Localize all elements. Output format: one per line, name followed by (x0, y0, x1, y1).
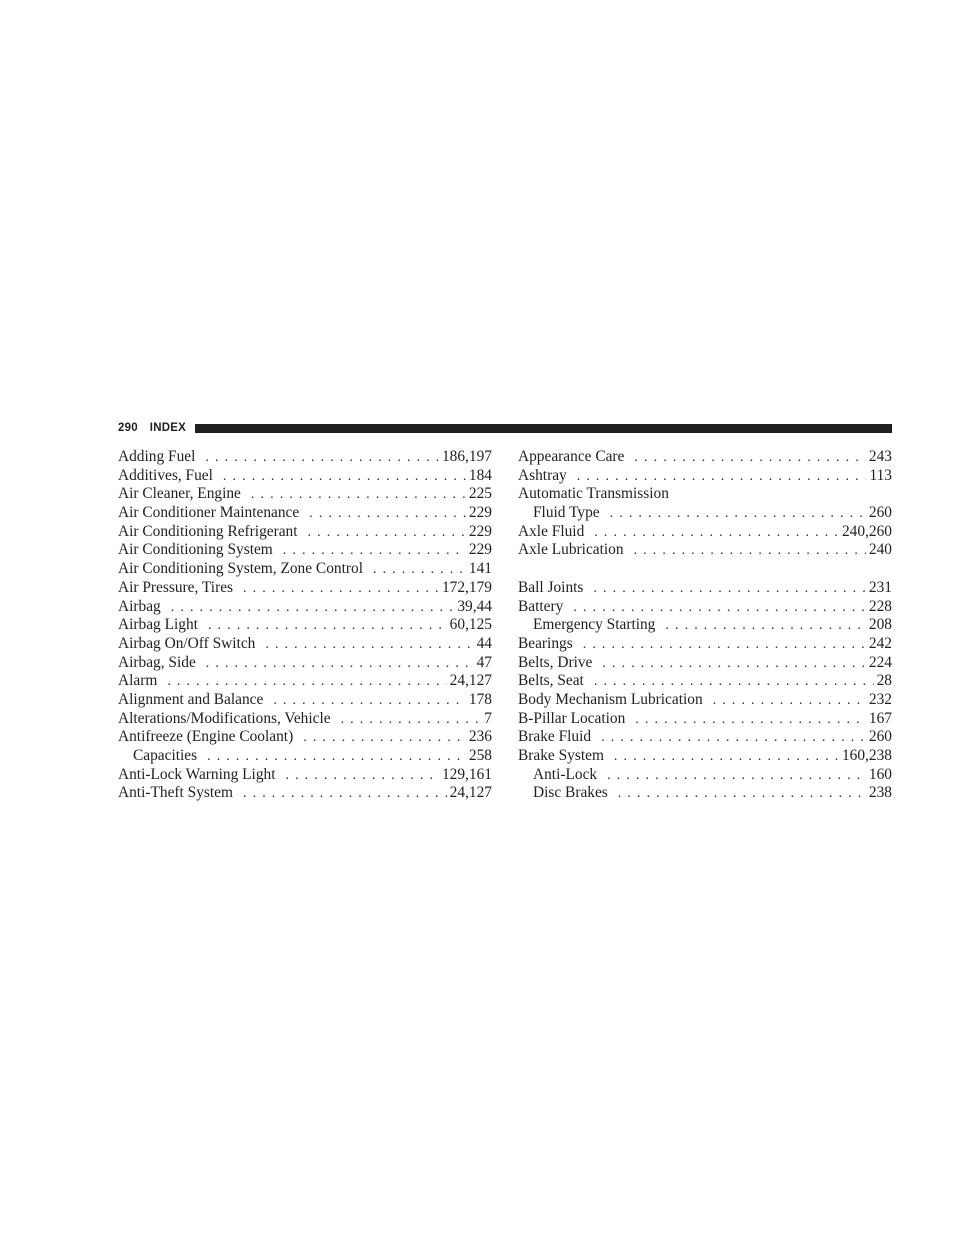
dot-leader (205, 449, 439, 468)
dot-leader (594, 524, 839, 543)
entry-term: Disc Brakes (533, 784, 608, 802)
index-column-left (118, 448, 492, 803)
entry-pages: 113 (869, 466, 892, 484)
dot-leader (206, 655, 474, 674)
index-entry (118, 766, 492, 785)
index-entry (118, 541, 492, 560)
entry-pages: 129,161 (441, 765, 492, 783)
entry-term: Battery (518, 597, 564, 615)
dot-leader (265, 636, 473, 655)
entry-term: Air Conditioning Refrigerant (118, 522, 298, 540)
entry-pages: 186,197 (441, 448, 492, 465)
entry-pages: 236 (468, 728, 492, 746)
entry-pages: 184 (468, 466, 492, 484)
entry-term: Anti-Lock Warning Light (118, 765, 276, 783)
entry-pages: 7 (484, 709, 492, 727)
index-entry (118, 710, 492, 729)
entry-pages: 208 (868, 616, 892, 634)
entry-term: Alterations/Modifications, Vehicle (118, 709, 331, 727)
entry-term: Anti-Theft System (118, 784, 233, 802)
index-column-right (518, 448, 892, 803)
entry-term: Axle Fluid (518, 522, 585, 540)
entry-pages: 141 (468, 560, 492, 578)
index-entry (118, 672, 492, 691)
entry-pages: 242 (868, 634, 892, 652)
dot-leader (303, 729, 466, 748)
entry-pages: 229 (468, 522, 492, 540)
index-entry (118, 467, 492, 486)
dot-leader (577, 468, 867, 487)
index-entry (518, 523, 892, 542)
entry-term: Antifreeze (Engine Coolant) (118, 728, 294, 746)
index-entry (118, 728, 492, 747)
dot-leader (171, 599, 455, 618)
page-number: 290 (118, 422, 138, 434)
entry-term: Adding Fuel (118, 448, 196, 465)
index-subentry (518, 784, 892, 803)
entry-term: Belts, Seat (518, 672, 584, 690)
dot-leader (341, 711, 482, 730)
entry-term: Air Pressure, Tires (118, 578, 234, 596)
dot-leader (634, 449, 866, 468)
entry-pages: 224 (868, 653, 892, 671)
index-entry (118, 635, 492, 654)
entry-pages: 60,125 (449, 616, 492, 634)
entry-pages: 160,238 (841, 747, 892, 764)
entry-term: Emergency Starting (533, 616, 656, 634)
dot-leader (713, 692, 866, 711)
entry-pages: 238 (868, 784, 892, 802)
page-header (118, 420, 892, 436)
dot-leader (285, 767, 438, 786)
index-entry (518, 467, 892, 486)
entry-pages: 258 (468, 747, 492, 764)
dot-leader (207, 748, 466, 767)
dot-leader (223, 468, 466, 487)
entry-term: Alignment and Balance (118, 690, 264, 708)
index-entry (118, 784, 492, 803)
index-entry (118, 691, 492, 710)
entry-term: Air Conditioning System, Zone Control (118, 560, 363, 578)
dot-leader (573, 599, 866, 618)
entry-term: Axle Lubrication (518, 541, 624, 559)
index-entry (518, 448, 892, 467)
entry-term: Body Mechanism Lubrication (518, 690, 703, 708)
entry-term: Ashtray (518, 466, 567, 484)
entry-term: Air Conditioner Maintenance (118, 504, 300, 522)
dot-leader (634, 542, 866, 561)
index-entry (118, 523, 492, 542)
index-entry (518, 541, 892, 560)
entry-pages: 47 (476, 653, 492, 671)
entry-pages: 44 (476, 634, 492, 652)
index-entry (518, 710, 892, 729)
index-entry (118, 579, 492, 598)
index-subentry (118, 747, 492, 766)
section-title: INDEX (149, 422, 186, 434)
entry-term: Airbag Light (118, 616, 198, 634)
index-entry (518, 579, 892, 598)
entry-pages: 228 (868, 597, 892, 615)
dot-leader (283, 542, 466, 561)
entry-pages: 260 (868, 504, 892, 522)
entry-term: Anti-Lock (533, 765, 598, 783)
entry-term: Ball Joints (518, 578, 584, 596)
entry-term: Air Cleaner, Engine (118, 485, 241, 503)
index-entry (518, 485, 892, 504)
entry-pages: 167 (868, 709, 892, 727)
entry-term: Automatic Transmission (518, 485, 669, 503)
dot-leader (243, 785, 447, 804)
entry-term: Appearance Care (518, 448, 625, 465)
entry-pages: 24,127 (449, 784, 492, 802)
dot-leader (610, 505, 866, 524)
entry-pages: 39,44 (457, 597, 492, 615)
entry-pages: 172,179 (441, 578, 492, 596)
dot-leader (607, 767, 866, 786)
dot-leader (583, 636, 866, 655)
entry-term: Capacities (133, 747, 198, 764)
dot-leader (618, 785, 866, 804)
index-entry (118, 560, 492, 579)
index-entry (118, 485, 492, 504)
entry-pages: 24,127 (449, 672, 492, 690)
index-entry (518, 747, 892, 766)
index-entry (118, 504, 492, 523)
entry-term: Additives, Fuel (118, 466, 213, 484)
entry-term: Brake Fluid (518, 728, 592, 746)
header-rule (195, 424, 892, 433)
index-entry (518, 635, 892, 654)
dot-leader (665, 617, 866, 636)
entry-pages: 160 (868, 765, 892, 783)
index-entry (118, 654, 492, 673)
index-entry (518, 598, 892, 617)
index-entry (518, 691, 892, 710)
dot-leader (602, 655, 866, 674)
entry-pages: 178 (468, 690, 492, 708)
entry-pages: 231 (868, 578, 892, 596)
index-subentry (518, 616, 892, 635)
dot-leader (309, 505, 466, 524)
index-subentry (518, 766, 892, 785)
index-entry (118, 448, 492, 467)
entry-pages: 28 (876, 672, 892, 690)
dot-leader (273, 692, 466, 711)
entry-pages: 232 (868, 690, 892, 708)
index-entry (518, 728, 892, 747)
dot-leader (601, 729, 866, 748)
dot-leader (308, 524, 466, 543)
section-spacer (518, 560, 892, 579)
index-entry (118, 598, 492, 617)
dot-leader (167, 673, 446, 692)
entry-term: B-Pillar Location (518, 709, 626, 727)
dot-leader (243, 580, 439, 599)
dot-leader (635, 711, 866, 730)
entry-pages: 229 (468, 541, 492, 559)
entry-pages: 225 (468, 485, 492, 503)
entry-pages: 240,260 (841, 522, 892, 540)
entry-term: Bearings (518, 634, 573, 652)
entry-term: Airbag On/Off Switch (118, 634, 256, 652)
entry-pages: 240 (868, 541, 892, 559)
dot-leader (593, 580, 865, 599)
entry-pages: 243 (868, 448, 892, 465)
entry-pages: 229 (468, 504, 492, 522)
entry-term: Alarm (118, 672, 158, 690)
dot-leader (373, 561, 466, 580)
index-entry (518, 672, 892, 691)
dot-leader (251, 486, 466, 505)
entry-term: Air Conditioning System (118, 541, 273, 559)
dot-leader (594, 673, 874, 692)
entry-term: Brake System (518, 747, 604, 764)
entry-term: Fluid Type (533, 504, 600, 522)
entry-pages: 260 (868, 728, 892, 746)
index-entry (518, 654, 892, 673)
entry-term: Belts, Drive (518, 653, 593, 671)
index-subentry (518, 504, 892, 523)
dot-leader (614, 748, 839, 767)
index-entry (118, 616, 492, 635)
entry-term: Airbag (118, 597, 161, 615)
entry-term: Airbag, Side (118, 653, 196, 671)
dot-leader (208, 617, 447, 636)
